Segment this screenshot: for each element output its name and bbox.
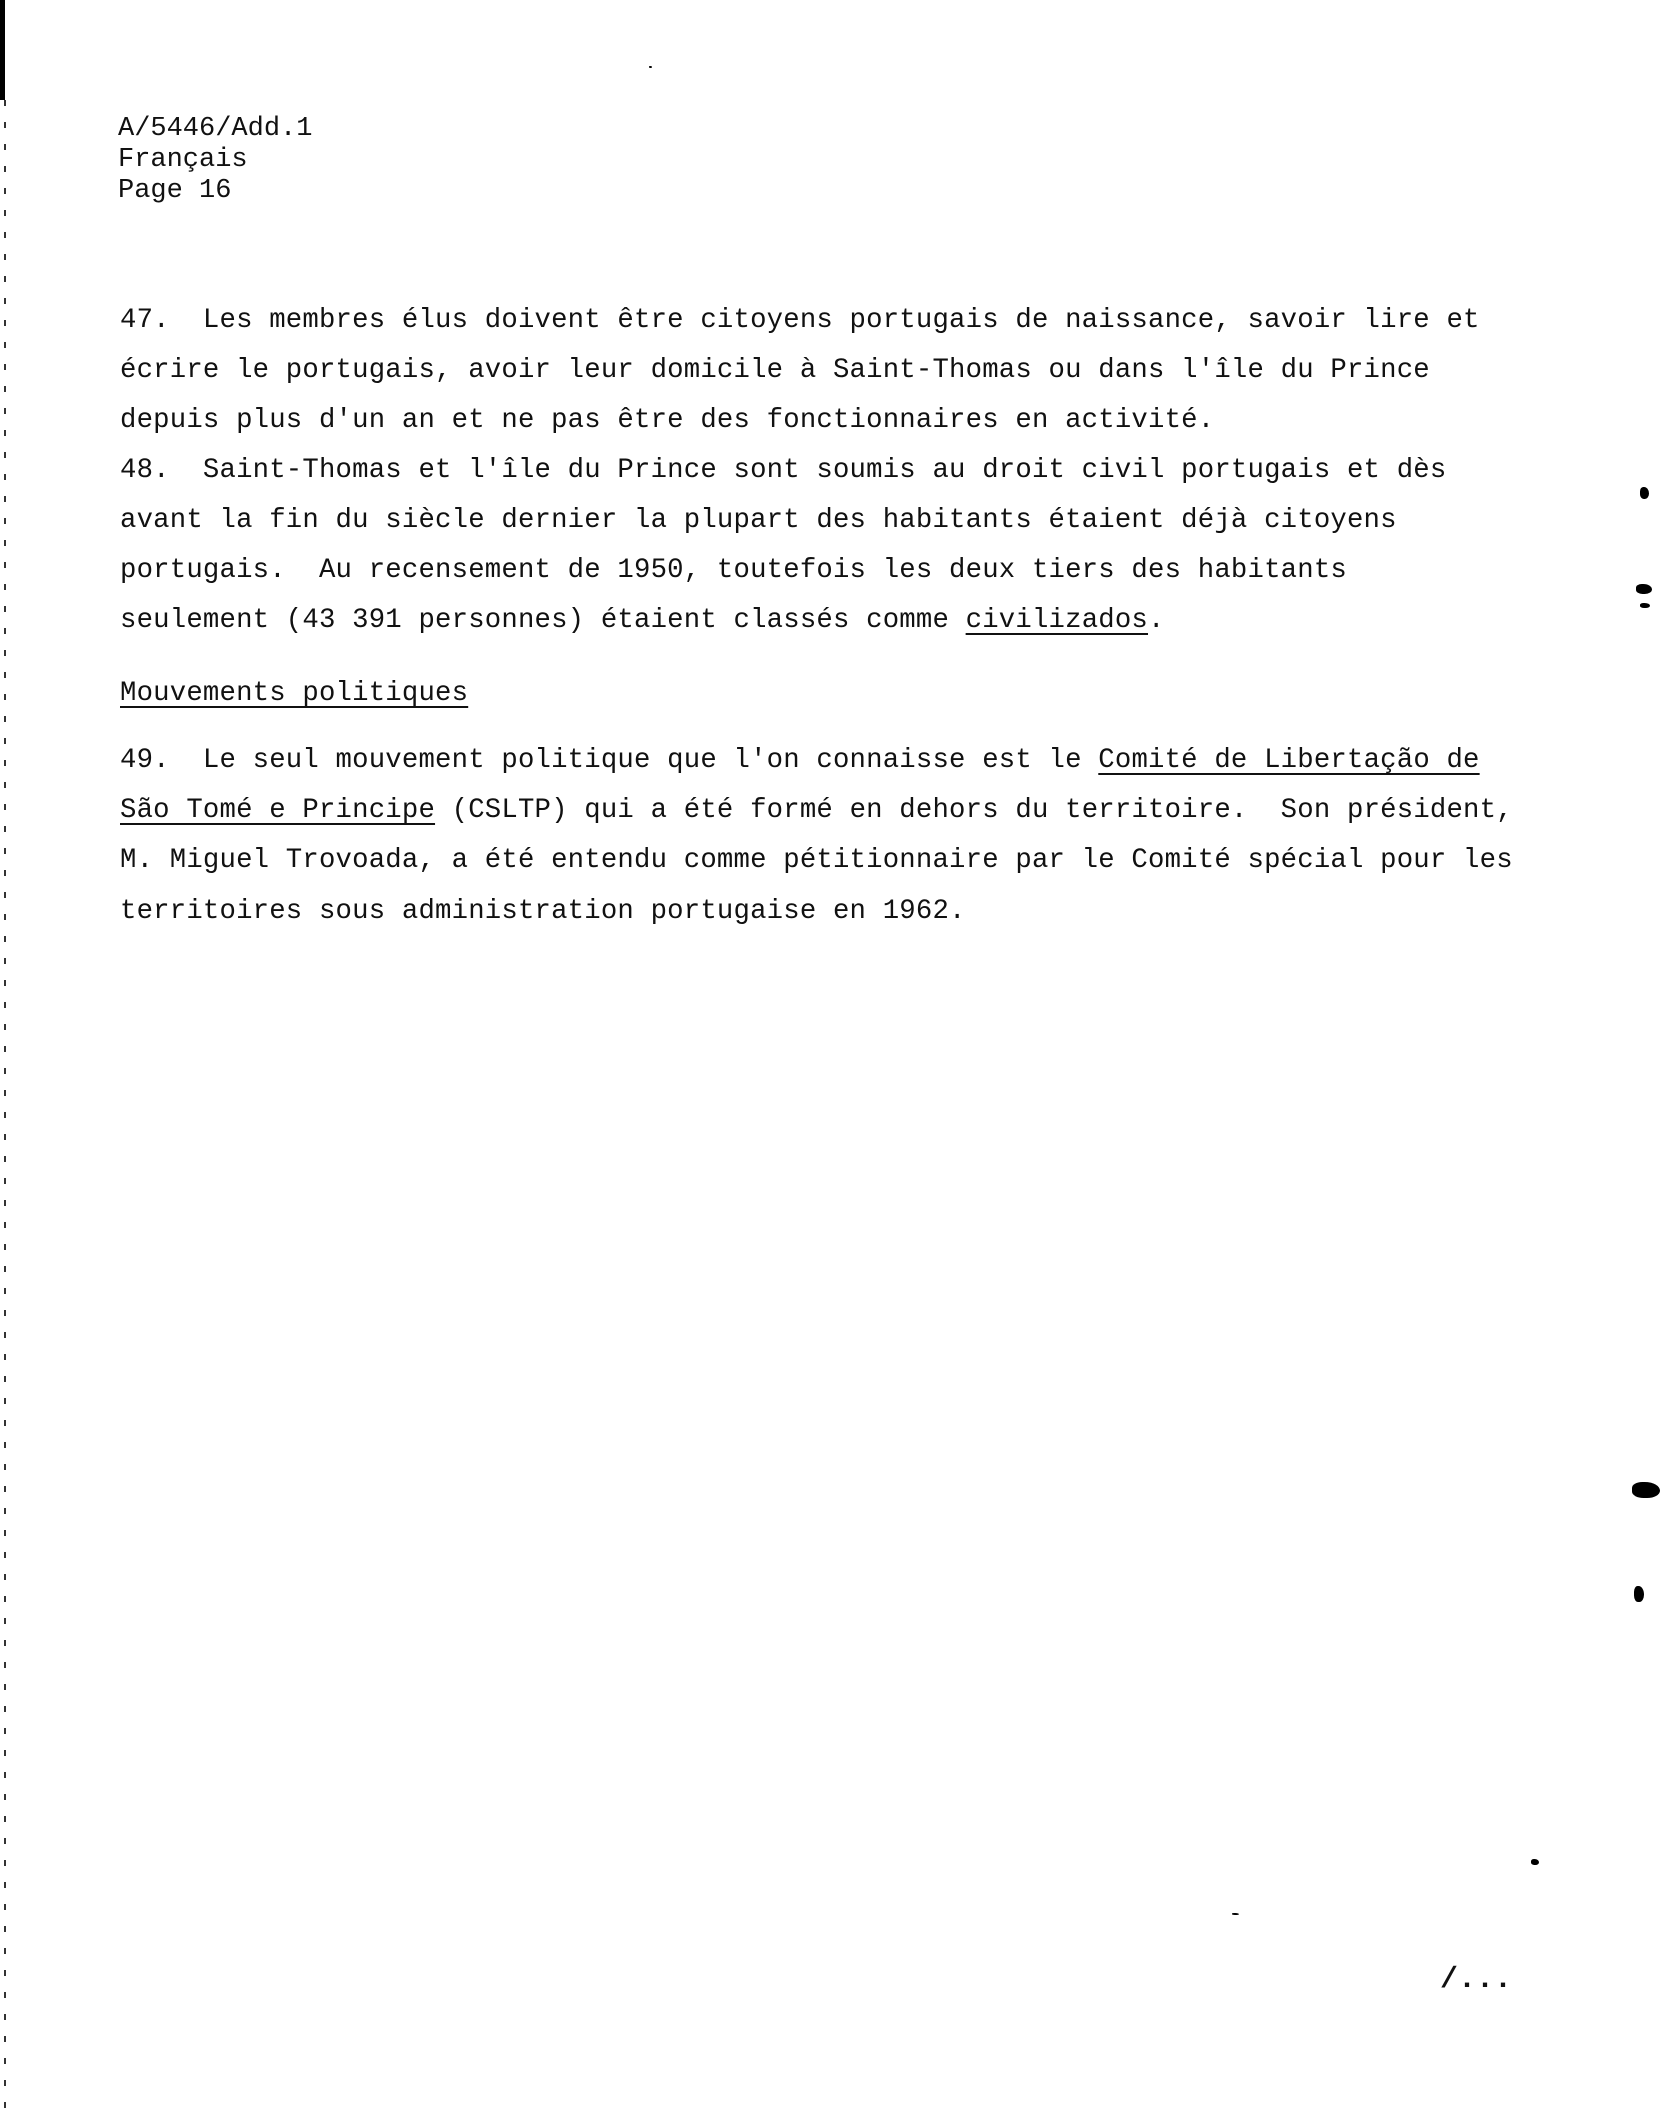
scan-speck [1640,603,1650,608]
underlined-organization-name-part-1: Comité de Libertação de [1098,745,1480,776]
paragraph-49-line-2-text: (CSLTP) qui a été formé en dehors du territoire. Son président, [435,795,1513,826]
paragraph-49-line-3: M. Miguel Trovoada, a été entendu comme pétitionnaire par le Comité spécial pour les [120,845,1513,876]
scan-speck [1632,1482,1660,1498]
paragraph-49-line-2 [120,796,1513,826]
paragraph-48-line-2: avant la fin du siècle dernier la plupart des habitants étaient déjà citoyens [120,505,1397,536]
paragraph-49-line-1 [120,746,1480,776]
scan-speck [1232,1913,1239,1915]
paragraph-47-line-2: écrire le portugais, avoir leur domicile à Saint-Thomas ou dans l'île du Prince [120,355,1430,386]
scan-speck [649,66,652,68]
paragraph-48-line-3: portugais. Au recensement de 1950, toutefois les deux tiers des habitants [120,555,1347,586]
paragraph-49-line-1-text: 49. Le seul mouvement politique que l'on connaisse est le [120,745,1099,776]
section-heading: Mouvements politiques [120,678,469,709]
scan-speck [1636,584,1652,594]
paragraph-48-line-4-text: seulement (43 391 personnes) étaient classés comme [120,605,966,636]
scan-edge-mark [0,0,5,100]
continuation-mark: /... [1440,1963,1513,1997]
underlined-term-civilizados: civilizados [965,605,1149,636]
scan-edge-dots [4,100,6,2112]
paragraph-48-period: . [1148,605,1165,636]
paragraph-48-line-1: 48. Saint-Thomas et l'île du Prince sont soumis au droit civil portugais et dès [120,455,1447,486]
document-language: Français [118,145,248,175]
scan-speck [1531,1859,1539,1865]
paragraph-48-line-4 [120,606,1165,636]
scan-speck [1634,1586,1644,1602]
page-number: Page 16 [118,176,232,206]
document-symbol: A/5446/Add.1 [118,114,313,144]
scan-speck [1640,487,1649,499]
paragraph-47-line-1: 47. Les membres élus doivent être citoyens portugais de naissance, savoir lire et [120,305,1480,336]
document-header [118,114,312,207]
paragraph-47-line-3: depuis plus d'un an et ne pas être des fonctionnaires en activité. [120,405,1215,436]
paragraph-49-line-4: territoires sous administration portugaise en 1962. [120,896,966,927]
underlined-organization-name-part-2: São Tomé e Principe [120,795,436,826]
